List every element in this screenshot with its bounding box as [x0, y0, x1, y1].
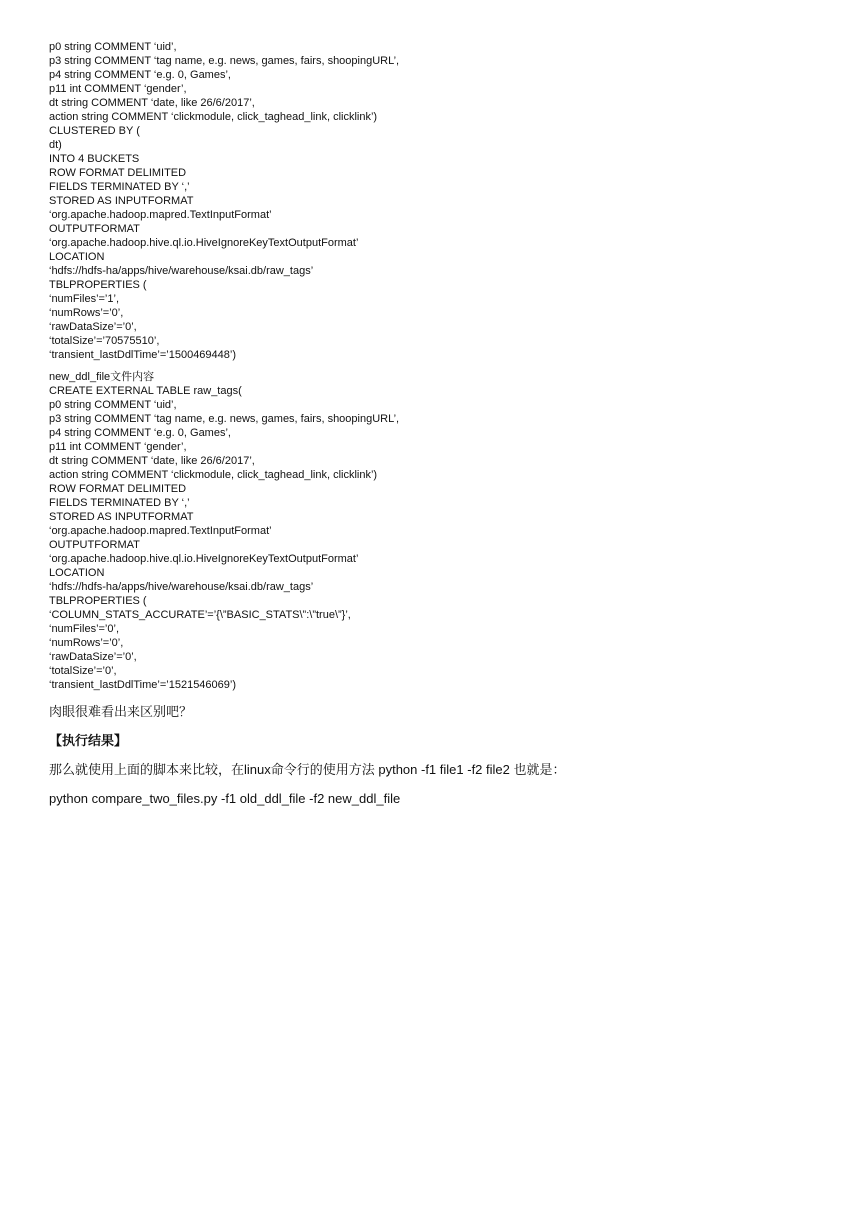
command-line: python compare_two_files.py -f1 old_ddl_file -f2 new_ddl_file	[49, 791, 401, 806]
new-ddl-line: action string COMMENT ‘clickmodule, click_taghead_link, clicklink’)	[49, 469, 378, 481]
old-ddl-line: ‘transient_lastDdlTime’=’1500469448’)	[49, 349, 237, 361]
old-ddl-line: p11 int COMMENT ‘gender’,	[49, 83, 187, 95]
new-ddl-line: p4 string COMMENT ‘e.g. 0, Games’,	[49, 427, 231, 439]
old-ddl-line: ‘org.apache.hadoop.hive.ql.io.HiveIgnoreKeyTextOutputFormat’	[49, 237, 359, 249]
result-heading: 【执行结果】	[49, 733, 128, 748]
new-ddl-line: ‘transient_lastDdlTime’=’1521546069’)	[49, 679, 237, 691]
old-ddl-line: FIELDS TERMINATED BY ‘,’	[49, 181, 190, 193]
paragraph-usage-intro: 那么就使用上面的脚本来比较，在linux命令行的使用方法 python -f1 file1 -f2 file2 也就是：	[49, 762, 566, 777]
new-ddl-line: TBLPROPERTIES (	[49, 595, 147, 607]
new-ddl-code-block	[49, 370, 839, 692]
old-ddl-line: ‘numRows’=’0’,	[49, 307, 124, 319]
old-ddl-line: INTO 4 BUCKETS	[49, 153, 140, 165]
new-ddl-line: p11 int COMMENT ‘gender’,	[49, 441, 187, 453]
new-ddl-line: ‘org.apache.hadoop.mapred.TextInputFormat’	[49, 525, 272, 537]
new-ddl-line: new_ddl_file文件内容	[49, 371, 155, 383]
old-ddl-line: ‘numFiles’=’1’,	[49, 293, 119, 305]
new-ddl-line: ‘hdfs://hdfs-ha/apps/hive/warehouse/ksai.db/raw_tags’	[49, 581, 314, 593]
new-ddl-line: ‘COLUMN_STATS_ACCURATE’=’{\”BASIC_STATS\”:\”true\”}’,	[49, 609, 351, 621]
old-ddl-line: p0 string COMMENT ‘uid’,	[49, 41, 177, 53]
new-ddl-line: ‘rawDataSize’=’0’,	[49, 651, 137, 663]
new-ddl-line: ‘numRows’=’0’,	[49, 637, 124, 649]
block-gap	[49, 362, 839, 370]
old-ddl-line: TBLPROPERTIES (	[49, 279, 147, 291]
old-ddl-line: OUTPUTFORMAT	[49, 223, 140, 235]
old-ddl-line: action string COMMENT ‘clickmodule, click_taghead_link, clicklink’)	[49, 111, 378, 123]
document-page	[49, 40, 839, 808]
old-ddl-code-block	[49, 40, 839, 362]
new-ddl-line: OUTPUTFORMAT	[49, 539, 140, 551]
new-ddl-line: STORED AS INPUTFORMAT	[49, 511, 194, 523]
old-ddl-line: ‘org.apache.hadoop.mapred.TextInputFormat’	[49, 209, 272, 221]
old-ddl-line: p3 string COMMENT ‘tag name, e.g. news, games, fairs, shoopingURL’,	[49, 55, 400, 67]
paragraph-hard-to-see: 肉眼很难看出来区别吧？	[49, 704, 193, 719]
old-ddl-line: dt)	[49, 139, 62, 151]
old-ddl-line: LOCATION	[49, 251, 105, 263]
new-ddl-line: p3 string COMMENT ‘tag name, e.g. news, games, fairs, shoopingURL’,	[49, 413, 400, 425]
new-ddl-line: CREATE EXTERNAL TABLE raw_tags(	[49, 385, 242, 397]
old-ddl-line: ‘rawDataSize’=’0’,	[49, 321, 137, 333]
old-ddl-line: p4 string COMMENT ‘e.g. 0, Games’,	[49, 69, 231, 81]
new-ddl-line: FIELDS TERMINATED BY ‘,’	[49, 497, 190, 509]
new-ddl-line: ‘totalSize’=’0’,	[49, 665, 117, 677]
new-ddl-line: dt string COMMENT ‘date, like 26/6/2017’,	[49, 455, 255, 467]
old-ddl-line: ROW FORMAT DELIMITED	[49, 167, 187, 179]
new-ddl-line: ‘org.apache.hadoop.hive.ql.io.HiveIgnoreKeyTextOutputFormat’	[49, 553, 359, 565]
new-ddl-line: p0 string COMMENT ‘uid’,	[49, 399, 177, 411]
old-ddl-line: CLUSTERED BY (	[49, 125, 140, 137]
old-ddl-line: dt string COMMENT ‘date, like 26/6/2017’,	[49, 97, 255, 109]
new-ddl-line: ‘numFiles’=’0’,	[49, 623, 119, 635]
old-ddl-line: ‘totalSize’=’70575510’,	[49, 335, 160, 347]
old-ddl-line: STORED AS INPUTFORMAT	[49, 195, 194, 207]
old-ddl-line: ‘hdfs://hdfs-ha/apps/hive/warehouse/ksai.db/raw_tags’	[49, 265, 314, 277]
new-ddl-line: ROW FORMAT DELIMITED	[49, 483, 187, 495]
new-ddl-line: LOCATION	[49, 567, 105, 579]
